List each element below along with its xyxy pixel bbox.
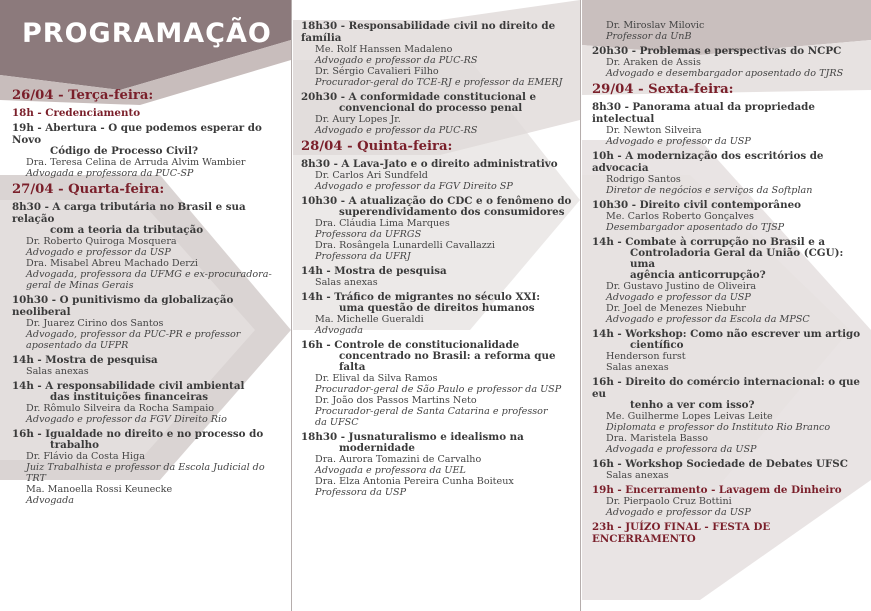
speaker-name: Dr. Aury Lopes Jr. — [315, 114, 401, 125]
session-title-cont: científico — [630, 339, 684, 351]
speaker-role: Professora da UFRJ — [315, 251, 411, 262]
speaker-role: Procurador-geral de Santa Catarina e professor — [315, 406, 548, 417]
speaker-name: Dra. Misabel Abreu Machado Derzi — [26, 258, 198, 269]
session-title: 10h30 - Direito civil contemporâneo — [592, 199, 801, 211]
session-item — [592, 236, 867, 325]
session-title-cont: Código de Processo Civil? — [50, 145, 199, 157]
column-1 — [0, 0, 291, 611]
speaker-name: Dr. Rômulo Silveira da Rocha Sampaio — [26, 403, 215, 414]
session-item — [12, 428, 287, 506]
session-title: 10h30 - A atualização do CDC e o fenômeno do — [301, 195, 572, 207]
session-item — [592, 101, 867, 147]
session-title: 14h - Combate à corrupção no Brasil e a — [592, 236, 826, 248]
session-title: 18h30 - Jusnaturalismo e idealismo na — [301, 431, 524, 443]
speaker-name: Dra. Aurora Tomazini de Carvalho — [315, 454, 482, 465]
speaker-name: Dr. Carlos Ari Sundfeld — [315, 170, 428, 181]
session-title: 20h30 - A conformidade constitucional e — [301, 91, 537, 103]
speaker-name: Dr. Miroslav Milovic — [606, 20, 705, 31]
speaker-name: Rodrigo Santos — [606, 174, 681, 185]
session-title: 16h - Direito do comércio internacional: o que eu — [592, 376, 860, 400]
speaker-name: Dr. João dos Passos Martins Neto — [315, 395, 477, 406]
day-heading: 26/04 - Terça-feira: — [12, 88, 154, 103]
speaker-role: Advogada — [315, 325, 363, 336]
speaker-name: Dra. Cláudia Lima Marques — [315, 218, 450, 229]
day-heading: 29/04 - Sexta-feira: — [592, 82, 734, 97]
speaker-name: Dr. Araken de Assis — [606, 57, 701, 68]
column-divider — [291, 0, 292, 611]
session-item — [592, 328, 867, 373]
session-item — [12, 354, 287, 377]
session-title: 18h30 - Responsabilidade civil no direito de família — [301, 20, 556, 44]
speaker-role: Advogado e professor da PUC-RS — [315, 125, 478, 136]
speaker-name: Dr. Juarez Cirino dos Santos — [26, 318, 164, 329]
speaker-role: Advogada e professora da PUC-SP — [26, 168, 194, 179]
session-item — [12, 380, 287, 425]
session-title: 18h - Credenciamento — [12, 107, 141, 119]
session-title-cont: das instituições financeiras — [50, 391, 209, 403]
session-title-cont: concentrado no Brasil: a reforma que falta — [339, 350, 556, 373]
session-item — [592, 199, 867, 233]
session-item — [301, 20, 576, 88]
speaker-role: Advogado e desembargador aposentado do TJRS — [606, 68, 844, 79]
speaker-name: Dra. Maristela Basso — [606, 433, 708, 444]
session-title: 16h - Controle de constitucionalidade — [301, 339, 520, 351]
speaker-role: Advogado, professor da PUC-PR e professor — [26, 329, 241, 340]
speaker-role: Advogado e professor da PUC-RS — [315, 55, 478, 66]
session-location: Salas anexas — [26, 366, 89, 377]
speaker-role: Professora da UFRGS — [315, 229, 422, 240]
session-title: 19h - Encerramento - Lavagem de Dinheiro — [592, 484, 842, 496]
speaker-role: Advogada e professora da USP — [606, 444, 757, 455]
session-title: 20h30 - Problemas e perspectivas do NCPC — [592, 45, 842, 57]
speaker-role: Advogado e professor da USP — [606, 292, 751, 303]
speaker-role: aposentado da UFPR — [26, 340, 129, 351]
session-title-cont: uma questão de direitos humanos — [339, 302, 535, 314]
speaker-name: Dr. Pierpaolo Cruz Bottini — [606, 496, 732, 507]
session-title: 14h - Workshop: Como não escrever um artigo — [592, 328, 861, 340]
speaker-role: Juiz Trabalhista e professor da Escola Judicial do — [26, 462, 265, 473]
speaker-role: TRT — [26, 473, 46, 484]
speaker-role: Advogado e professor da Escola da MPSC — [606, 314, 810, 325]
speaker-role: Procurador-geral do TCE-RJ e professor da EMERJ — [315, 77, 563, 88]
speaker-role: Advogada e professora da UEL — [315, 465, 466, 476]
session-title: 14h - Tráfico de migrantes no século XXI: — [301, 291, 541, 303]
session-item — [301, 158, 576, 192]
speaker-role: Desembargador aposentado do TJSP — [606, 222, 785, 233]
speaker-role: Advogado e professor da FGV Direito SP — [315, 181, 513, 192]
speaker-role: Diplomata e professor do Instituto Rio Branco — [606, 422, 831, 433]
session-item — [301, 431, 576, 498]
session-title: 23h - JUÍZO FINAL - FESTA DE ENCERRAMENTO — [592, 521, 771, 545]
session-title: 10h - A modernização dos escritórios de advocacia — [592, 150, 824, 174]
session-item — [592, 521, 867, 545]
speaker-role: Diretor de negócios e serviços da Softplan — [606, 185, 813, 196]
speaker-name: Dr. Roberto Quiroga Mosquera — [26, 236, 177, 247]
session-title: 10h30 - O punitivismo da globalização neoliberal — [12, 294, 234, 318]
session-title: 16h - Igualdade no direito e no processo do — [12, 428, 264, 440]
session-title: 8h30 - A Lava-Jato e o direito administrativo — [301, 158, 558, 170]
session-title-cont: com a teoria da tributação — [50, 224, 204, 236]
session-note: Henderson furst — [606, 351, 686, 362]
session-item — [12, 201, 287, 291]
speaker-role: Advogado e professor da USP — [606, 507, 751, 518]
session-title: 8h30 - A carga tributária no Brasil e sua relação — [12, 201, 246, 225]
speaker-name: Dr. Elival da Silva Ramos — [315, 373, 438, 384]
session-item — [592, 45, 867, 79]
session-note: Salas anexas — [606, 362, 669, 373]
session-title-cont: superendividamento dos consumidores — [339, 206, 565, 218]
column-3 — [582, 0, 871, 611]
speaker-role: Procurador-geral de São Paulo e professor da USP — [315, 384, 562, 395]
session-title: 14h - Mostra de pesquisa — [301, 265, 447, 277]
session-location: Salas anexas — [315, 277, 378, 288]
session-item — [592, 20, 867, 42]
session-title-cont: convencional do processo penal — [339, 102, 523, 114]
session-title: 19h - Abertura - O que podemos esperar do Novo — [12, 122, 262, 146]
day-heading: 27/04 - Quarta-feira: — [12, 182, 165, 197]
session-item — [12, 107, 287, 119]
session-title-cont: agência anticorrupção? — [630, 269, 766, 281]
session-title-cont: Controladoria Geral da União (CGU): uma — [630, 247, 844, 270]
session-item — [592, 376, 867, 455]
day-heading: 28/04 - Quinta-feira: — [301, 139, 453, 154]
session-title: 14h - Mostra de pesquisa — [12, 354, 158, 366]
speaker-name: Me. Carlos Roberto Gonçalves — [606, 211, 754, 222]
speaker-name: Dra. Teresa Celina de Arruda Alvim Wambier — [26, 157, 246, 168]
column-divider — [580, 0, 581, 611]
speaker-name: Dr. Gustavo Justino de Oliveira — [606, 281, 757, 292]
speaker-role: geral de Minas Gerais — [26, 280, 134, 291]
speaker-role: Advogada — [26, 495, 74, 506]
session-title-cont: tenho a ver com isso? — [630, 399, 755, 411]
speaker-name: Dr. Joel de Menezes Niebuhr — [606, 303, 746, 314]
speaker-name: Me. Guilherme Lopes Leivas Leite — [606, 411, 773, 422]
speaker-role: Advogado e professor da FGV Direito Rio — [26, 414, 227, 425]
session-item — [301, 195, 576, 262]
session-location: Salas anexas — [606, 470, 669, 481]
session-item — [301, 339, 576, 428]
session-item — [592, 484, 867, 518]
speaker-role: Professora da USP — [315, 487, 407, 498]
speaker-role: da UFSC — [315, 417, 359, 428]
session-title-cont: trabalho — [50, 439, 99, 451]
speaker-role: Advogado e professor da USP — [606, 136, 751, 147]
session-title: 16h - Workshop Sociedade de Debates UFSC — [592, 458, 848, 470]
session-item — [592, 458, 867, 481]
session-title: 8h30 - Panorama atual da propriedade intelectual — [592, 101, 815, 125]
speaker-name: Dr. Newton Silveira — [606, 125, 702, 136]
page-title: PROGRAMAÇÃO — [22, 18, 272, 49]
session-item — [592, 150, 867, 196]
session-item — [301, 265, 576, 288]
session-item — [12, 294, 287, 351]
speaker-name: Dr. Flávio da Costa Higa — [26, 451, 145, 462]
column-2 — [293, 0, 580, 611]
speaker-name: Ma. Manoella Rossi Keunecke — [26, 484, 173, 495]
session-item — [301, 291, 576, 336]
session-item — [12, 122, 287, 179]
session-item — [301, 91, 576, 136]
speaker-name: Ma. Michelle Gueraldi — [315, 314, 424, 325]
speaker-name: Dra. Elza Antonia Pereira Cunha Boiteux — [315, 476, 514, 487]
session-title: 14h - A responsabilidade civil ambiental — [12, 380, 245, 392]
speaker-name: Me. Rolf Hanssen Madaleno — [315, 44, 453, 55]
session-title-cont: modernidade — [339, 442, 415, 454]
speaker-role: Professor da UnB — [606, 31, 692, 42]
speaker-role: Advogada, professora da UFMG e ex-procuradora- — [26, 269, 272, 280]
speaker-name: Dr. Sérgio Cavalieri Filho — [315, 66, 439, 77]
speaker-role: Advogado e professor da USP — [26, 247, 171, 258]
speaker-name: Dra. Rosângela Lunardelli Cavallazzi — [315, 240, 495, 251]
